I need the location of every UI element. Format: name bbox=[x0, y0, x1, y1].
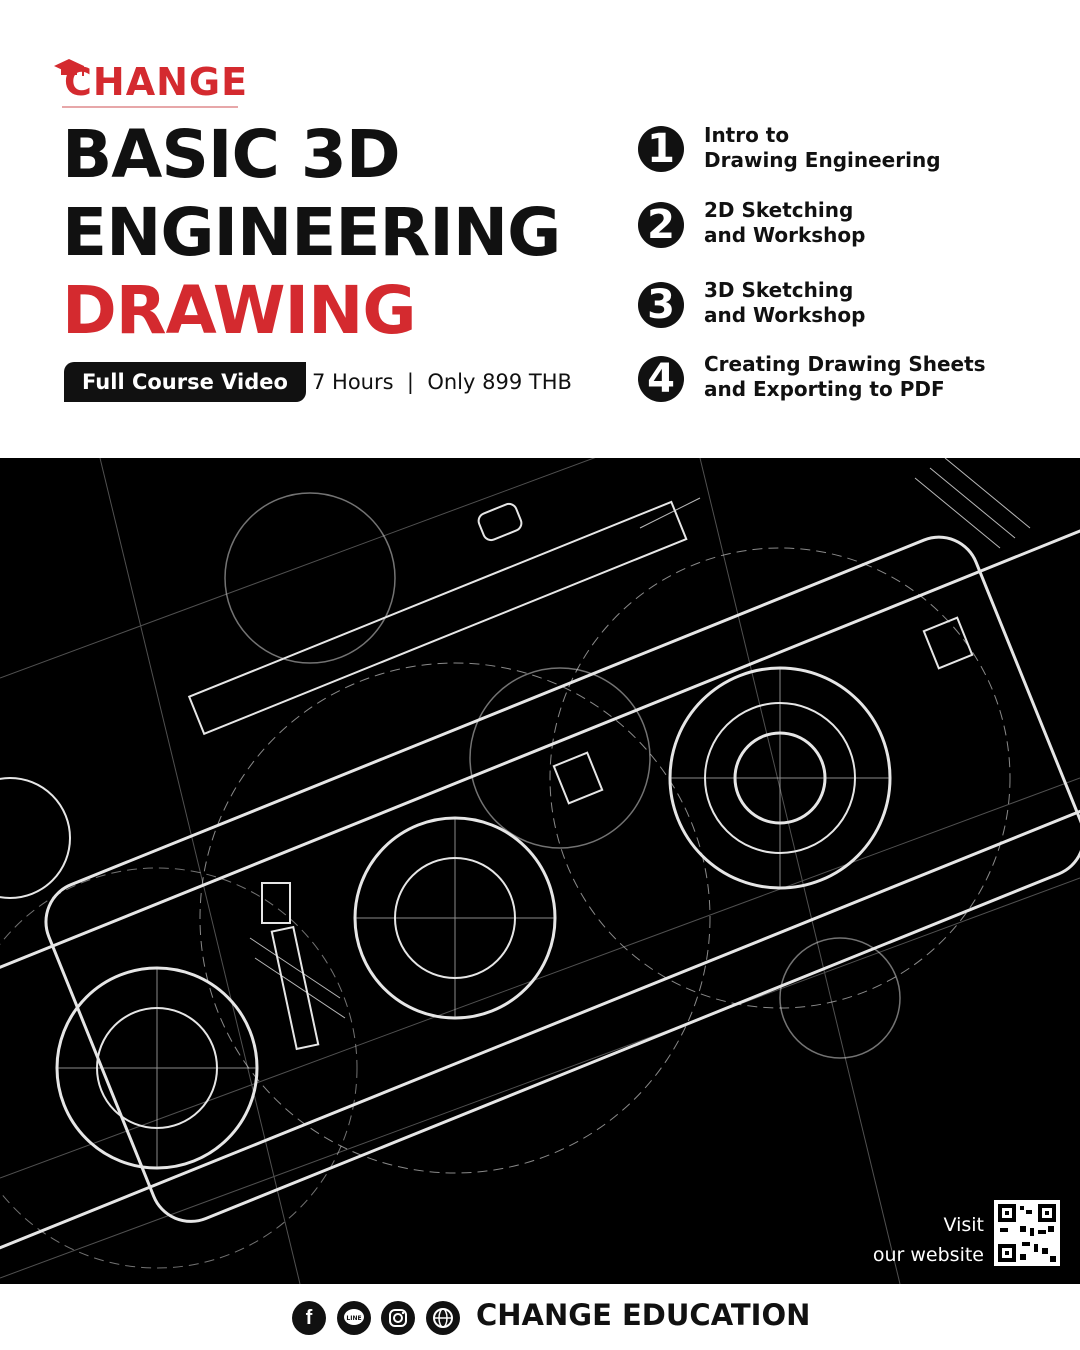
visit-line-1: Visit bbox=[943, 1214, 984, 1236]
module-item-2 bbox=[636, 198, 1056, 258]
instagram-glyph bbox=[381, 1301, 415, 1335]
module-2-line-1: 2D Sketching bbox=[704, 198, 854, 222]
module-number-2: 2 bbox=[638, 202, 684, 248]
website-qr-code[interactable] bbox=[994, 1200, 1060, 1266]
module-item-3 bbox=[636, 278, 1056, 338]
visit-line-2: our website bbox=[872, 1244, 984, 1266]
module-number-1: 1 bbox=[638, 126, 684, 172]
svg-text:LINE: LINE bbox=[346, 1315, 362, 1322]
module-title-1 bbox=[704, 123, 941, 173]
instagram-icon[interactable] bbox=[381, 1301, 415, 1335]
module-item-1 bbox=[636, 120, 1056, 180]
module-1-line-2: Drawing Engineering bbox=[704, 148, 941, 172]
title-line-3: DRAWING bbox=[62, 272, 416, 349]
title-line-2: ENGINEERING bbox=[62, 194, 561, 271]
logo-text: CHANGE bbox=[64, 60, 249, 104]
module-4-line-2: and Exporting to PDF bbox=[704, 377, 945, 401]
module-2-line-2: and Workshop bbox=[704, 223, 866, 247]
globe-icon[interactable] bbox=[426, 1301, 460, 1335]
module-1-line-1: Intro to bbox=[704, 123, 790, 147]
full-course-badge: Full Course Video bbox=[64, 362, 306, 402]
module-number-3: 3 bbox=[638, 282, 684, 328]
footer bbox=[0, 1284, 1080, 1350]
module-3-line-2: and Workshop bbox=[704, 303, 866, 327]
module-3-line-1: 3D Sketching bbox=[704, 278, 854, 302]
module-title-2 bbox=[704, 198, 865, 248]
course-title bbox=[62, 116, 560, 350]
qr-code-icon bbox=[994, 1200, 1060, 1266]
engineering-blueprint-illustration bbox=[0, 458, 1080, 1284]
gearbox-drawing bbox=[0, 458, 1080, 1284]
visit-website-label bbox=[873, 1210, 984, 1270]
line-icon[interactable] bbox=[337, 1301, 371, 1335]
course-duration-price: 7 Hours | Only 899 THB bbox=[312, 370, 572, 394]
globe-glyph bbox=[426, 1301, 460, 1335]
title-line-1: BASIC 3D bbox=[62, 116, 400, 193]
footer-brand-name: CHANGE EDUCATION bbox=[476, 1298, 811, 1332]
line-chat-glyph bbox=[337, 1301, 371, 1335]
module-4-line-1: Creating Drawing Sheets bbox=[704, 352, 986, 376]
change-logo bbox=[52, 56, 249, 110]
logo-underline bbox=[62, 106, 238, 108]
module-title-4 bbox=[704, 352, 986, 402]
module-item-4 bbox=[636, 352, 1056, 412]
module-number-4: 4 bbox=[638, 356, 684, 402]
module-title-3 bbox=[704, 278, 865, 328]
facebook-icon[interactable]: f bbox=[292, 1301, 326, 1335]
